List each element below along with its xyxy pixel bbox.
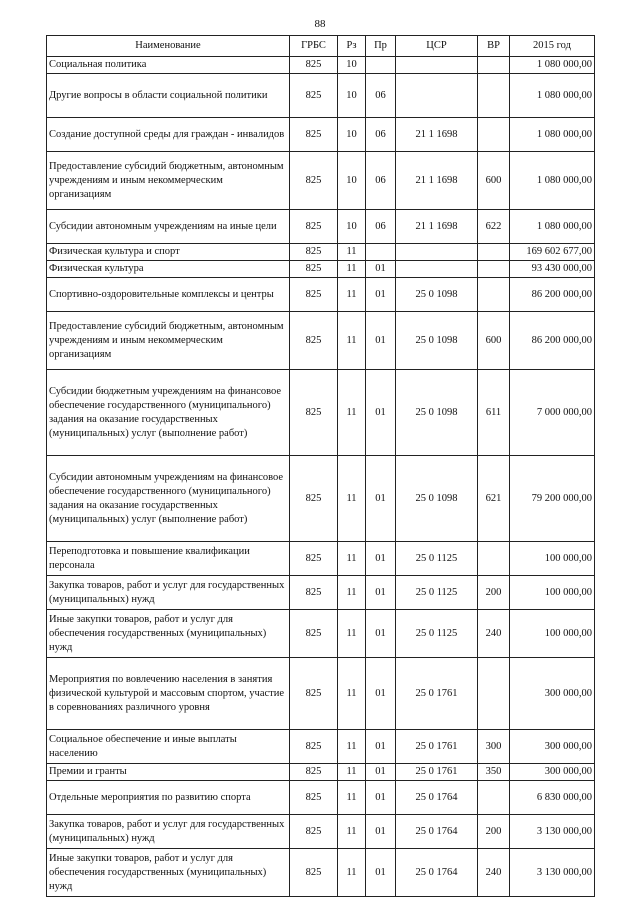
row-rz: 10 (338, 210, 366, 244)
row-rz: 11 (338, 370, 366, 456)
row-grbs: 825 (290, 74, 338, 118)
row-csr: 25 0 1125 (396, 542, 478, 576)
header-grbs: ГРБС (290, 36, 338, 57)
row-rz: 10 (338, 152, 366, 210)
row-grbs: 825 (290, 764, 338, 781)
row-vr (478, 658, 510, 730)
row-rz: 11 (338, 312, 366, 370)
table-row (47, 815, 595, 849)
row-vr (478, 781, 510, 815)
row-csr: 25 0 1098 (396, 312, 478, 370)
row-csr (396, 244, 478, 261)
row-rz: 11 (338, 278, 366, 312)
table-row (47, 542, 595, 576)
row-grbs: 825 (290, 576, 338, 610)
row-amount: 86 200 000,00 (510, 312, 595, 370)
row-amount: 7 000 000,00 (510, 370, 595, 456)
row-amount: 1 080 000,00 (510, 74, 595, 118)
row-rz: 11 (338, 781, 366, 815)
table-row (47, 610, 595, 658)
row-grbs: 825 (290, 610, 338, 658)
table-row (47, 658, 595, 730)
row-csr: 25 0 1764 (396, 781, 478, 815)
row-amount: 300 000,00 (510, 658, 595, 730)
row-pr: 01 (366, 849, 396, 897)
row-grbs: 825 (290, 730, 338, 764)
row-vr (478, 244, 510, 261)
table-row (47, 576, 595, 610)
header-rz: Рз (338, 36, 366, 57)
table-row (47, 261, 595, 278)
row-vr (478, 74, 510, 118)
row-rz: 10 (338, 57, 366, 74)
row-grbs: 825 (290, 849, 338, 897)
row-grbs: 825 (290, 312, 338, 370)
row-amount: 1 080 000,00 (510, 118, 595, 152)
row-rz: 11 (338, 658, 366, 730)
row-csr: 25 0 1761 (396, 658, 478, 730)
row-csr: 21 1 1698 (396, 152, 478, 210)
row-csr: 25 0 1764 (396, 815, 478, 849)
row-rz: 10 (338, 74, 366, 118)
row-name: Субсидии автономным учреждениям на иные цели (47, 210, 290, 244)
row-vr: 600 (478, 312, 510, 370)
row-rz: 11 (338, 244, 366, 261)
row-vr (478, 542, 510, 576)
row-pr: 01 (366, 278, 396, 312)
table-row (47, 312, 595, 370)
row-vr: 300 (478, 730, 510, 764)
row-amount: 1 080 000,00 (510, 152, 595, 210)
row-amount: 100 000,00 (510, 610, 595, 658)
row-pr: 01 (366, 542, 396, 576)
row-name: Закупка товаров, работ и услуг для государственных (муниципальных) нужд (47, 815, 290, 849)
row-grbs: 825 (290, 658, 338, 730)
row-amount: 169 602 677,00 (510, 244, 595, 261)
row-name: Иные закупки товаров, работ и услуг для обеспечения государственных (муниципальных) нужд (47, 610, 290, 658)
row-rz: 11 (338, 542, 366, 576)
table-row (47, 849, 595, 897)
table-row (47, 57, 595, 74)
row-amount: 300 000,00 (510, 730, 595, 764)
row-csr (396, 261, 478, 278)
row-csr: 21 1 1698 (396, 118, 478, 152)
table-row (47, 244, 595, 261)
row-pr: 01 (366, 815, 396, 849)
table-row (47, 152, 595, 210)
row-name: Иные закупки товаров, работ и услуг для обеспечения государственных (муниципальных) нужд (47, 849, 290, 897)
row-csr: 25 0 1098 (396, 278, 478, 312)
budget-table (46, 35, 595, 897)
table-row (47, 74, 595, 118)
row-vr (478, 57, 510, 74)
row-name: Переподготовка и повышение квалификации персонала (47, 542, 290, 576)
row-vr: 621 (478, 456, 510, 542)
row-name: Физическая культура (47, 261, 290, 278)
row-name: Премии и гранты (47, 764, 290, 781)
row-pr: 01 (366, 370, 396, 456)
table-row (47, 456, 595, 542)
row-pr: 06 (366, 152, 396, 210)
row-amount: 3 130 000,00 (510, 815, 595, 849)
row-rz: 10 (338, 118, 366, 152)
row-rz: 11 (338, 456, 366, 542)
row-rz: 11 (338, 764, 366, 781)
row-name: Другие вопросы в области социальной политики (47, 74, 290, 118)
row-pr: 06 (366, 74, 396, 118)
row-pr: 01 (366, 576, 396, 610)
row-vr: 200 (478, 576, 510, 610)
row-grbs: 825 (290, 815, 338, 849)
row-csr: 25 0 1098 (396, 456, 478, 542)
row-rz: 11 (338, 815, 366, 849)
table-row (47, 118, 595, 152)
row-name: Физическая культура и спорт (47, 244, 290, 261)
row-vr: 240 (478, 849, 510, 897)
row-vr: 350 (478, 764, 510, 781)
row-rz: 11 (338, 261, 366, 278)
row-grbs: 825 (290, 456, 338, 542)
row-name: Социальная политика (47, 57, 290, 74)
row-name: Предоставление субсидий бюджетным, автономным учреждениям и иным некоммерческим организациям (47, 312, 290, 370)
row-grbs: 825 (290, 244, 338, 261)
row-amount: 100 000,00 (510, 542, 595, 576)
header-name: Наименование (47, 36, 290, 57)
row-csr: 25 0 1761 (396, 730, 478, 764)
header-pr: Пр (366, 36, 396, 57)
table-header-row (47, 36, 595, 57)
row-pr (366, 244, 396, 261)
row-name: Предоставление субсидий бюджетным, автономным учреждениям и иным некоммерческим организациям (47, 152, 290, 210)
row-pr: 01 (366, 764, 396, 781)
row-vr (478, 278, 510, 312)
row-pr: 01 (366, 658, 396, 730)
header-vr: ВР (478, 36, 510, 57)
row-amount: 100 000,00 (510, 576, 595, 610)
row-csr: 21 1 1698 (396, 210, 478, 244)
row-name: Субсидии автономным учреждениям на финансовое обеспечение государственного (муниципального) задания на оказание государственных (муниципальных) услуг (выполнение работ) (47, 456, 290, 542)
page-number: 88 (314, 18, 326, 30)
row-amount: 1 080 000,00 (510, 210, 595, 244)
row-csr: 25 0 1125 (396, 610, 478, 658)
row-csr: 25 0 1764 (396, 849, 478, 897)
row-rz: 11 (338, 849, 366, 897)
row-pr (366, 57, 396, 74)
row-rz: 11 (338, 610, 366, 658)
row-vr (478, 118, 510, 152)
row-amount: 79 200 000,00 (510, 456, 595, 542)
row-name: Отдельные мероприятия по развитию спорта (47, 781, 290, 815)
row-pr: 01 (366, 610, 396, 658)
row-name: Субсидии бюджетным учреждениям на финансовое обеспечение государственного (муниципального) задания на оказание государственных (муниципальных) услуг (выполнение работ) (47, 370, 290, 456)
row-amount: 300 000,00 (510, 764, 595, 781)
row-grbs: 825 (290, 542, 338, 576)
row-amount: 86 200 000,00 (510, 278, 595, 312)
row-amount: 93 430 000,00 (510, 261, 595, 278)
header-amount: 2015 год (510, 36, 595, 57)
row-csr (396, 74, 478, 118)
row-csr: 25 0 1098 (396, 370, 478, 456)
row-amount: 3 130 000,00 (510, 849, 595, 897)
table-row (47, 781, 595, 815)
row-csr: 25 0 1125 (396, 576, 478, 610)
row-rz: 11 (338, 576, 366, 610)
row-pr: 06 (366, 210, 396, 244)
row-name: Мероприятия по вовлечению населения в занятия физической культурой и массовым спортом, участие в соревнованиях различного уровня (47, 658, 290, 730)
row-name: Социальное обеспечение и иные выплаты населению (47, 730, 290, 764)
row-pr: 01 (366, 312, 396, 370)
row-csr (396, 57, 478, 74)
row-csr: 25 0 1761 (396, 764, 478, 781)
row-pr: 01 (366, 261, 396, 278)
table-row (47, 278, 595, 312)
header-csr: ЦСР (396, 36, 478, 57)
row-grbs: 825 (290, 210, 338, 244)
row-amount: 6 830 000,00 (510, 781, 595, 815)
row-vr: 600 (478, 152, 510, 210)
row-rz: 11 (338, 730, 366, 764)
row-pr: 01 (366, 781, 396, 815)
table-row (47, 370, 595, 456)
row-pr: 06 (366, 118, 396, 152)
row-grbs: 825 (290, 261, 338, 278)
row-grbs: 825 (290, 152, 338, 210)
row-vr: 200 (478, 815, 510, 849)
row-vr: 240 (478, 610, 510, 658)
row-amount: 1 080 000,00 (510, 57, 595, 74)
row-name: Закупка товаров, работ и услуг для государственных (муниципальных) нужд (47, 576, 290, 610)
row-grbs: 825 (290, 57, 338, 74)
row-vr: 611 (478, 370, 510, 456)
row-grbs: 825 (290, 781, 338, 815)
table-row (47, 764, 595, 781)
row-grbs: 825 (290, 118, 338, 152)
row-pr: 01 (366, 456, 396, 542)
row-grbs: 825 (290, 278, 338, 312)
row-name: Спортивно-оздоровительные комплексы и центры (47, 278, 290, 312)
table-row (47, 730, 595, 764)
row-vr: 622 (478, 210, 510, 244)
row-pr: 01 (366, 730, 396, 764)
row-name: Создание доступной среды для граждан - инвалидов (47, 118, 290, 152)
table-row (47, 210, 595, 244)
row-grbs: 825 (290, 370, 338, 456)
row-vr (478, 261, 510, 278)
